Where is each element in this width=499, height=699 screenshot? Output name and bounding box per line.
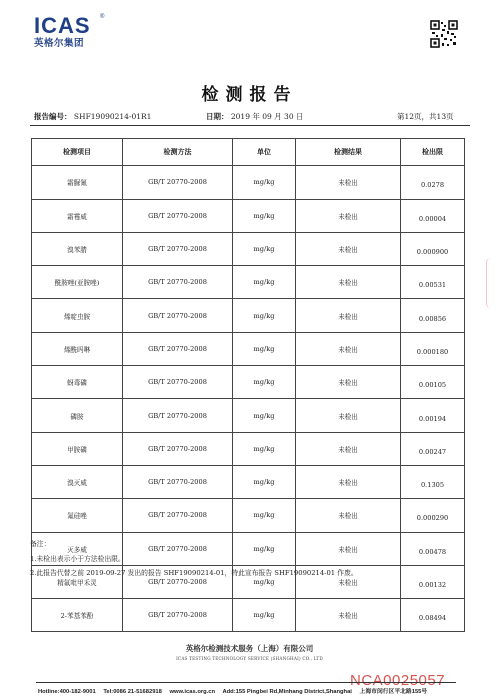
cell-result: 未检出 xyxy=(296,465,401,498)
report-number xyxy=(34,111,151,122)
column-header-method: 检测方法 xyxy=(123,139,233,166)
cell-result: 未检出 xyxy=(296,565,401,598)
cell-method: GB/T 20770-2008 xyxy=(123,532,233,565)
note-item: 2.此报告代替之前 2019-09-27 发出的报告 SHF19090214-01，特此宣布报告 SHF19090214-01 作废。 xyxy=(30,569,358,577)
cell-limit: 0.08494 xyxy=(401,599,465,632)
cell-item: 酰胺唑(亚胺唑) xyxy=(32,266,123,299)
cell-limit: 0.00105 xyxy=(401,366,465,399)
cell-result: 未检出 xyxy=(296,266,401,299)
cell-method: GB/T 20770-2008 xyxy=(123,499,233,532)
table-row xyxy=(32,399,465,432)
report-number-label: 报告编号： xyxy=(34,112,72,121)
cell-limit: 0.00247 xyxy=(401,432,465,465)
logo-text: ICAS xyxy=(34,13,91,38)
column-header-item: 检测项目 xyxy=(32,139,123,166)
cell-unit: mg/kg xyxy=(233,199,296,232)
website: www.icas.org.cn xyxy=(169,689,216,695)
address-cn: 上海市闵行区平北路155号 xyxy=(359,689,428,695)
cell-unit: mg/kg xyxy=(233,499,296,532)
cell-unit: mg/kg xyxy=(233,266,296,299)
cell-method: GB/T 20770-2008 xyxy=(123,332,233,365)
cell-result: 未检出 xyxy=(296,499,401,532)
cell-limit: 0.000180 xyxy=(401,332,465,365)
cell-unit: mg/kg xyxy=(233,232,296,265)
cell-item: 氟硅唑 xyxy=(32,499,123,532)
table-row xyxy=(32,199,465,232)
company-name-cn: 英格尔检测技术服务（上海）有限公司 xyxy=(185,644,314,653)
cell-method: GB/T 20770-2008 xyxy=(123,432,233,465)
contact-line xyxy=(38,686,433,695)
cell-unit: mg/kg xyxy=(233,565,296,598)
cell-item: 甲胺磷 xyxy=(32,432,123,465)
cell-method: GB/T 20770-2008 xyxy=(123,465,233,498)
table-row xyxy=(32,166,465,199)
cell-item: 灭多威 xyxy=(32,532,123,565)
cell-method: GB/T 20770-2008 xyxy=(123,166,233,199)
cell-result: 未检出 xyxy=(296,366,401,399)
report-date-value: 2019 年 09 月 30 日 xyxy=(230,112,304,121)
report-number-value: SHF19090214-01R1 xyxy=(73,112,152,121)
cell-result: 未检出 xyxy=(296,232,401,265)
cell-item: 2-苯基苯酚 xyxy=(32,599,123,632)
cell-result: 未检出 xyxy=(296,332,401,365)
table-row xyxy=(32,432,465,465)
cell-item: 溴苯腈 xyxy=(32,232,123,265)
cell-limit: 0.00478 xyxy=(401,532,465,565)
table-row xyxy=(32,299,465,332)
note-item: 1.未检出表示小于方法检出限。 xyxy=(30,554,125,563)
cell-result: 未检出 xyxy=(296,399,401,432)
company-name-en: ICAS TESTING TECHNOLOGY SERVICE (SHANGHAI) CO., LTD xyxy=(176,656,323,661)
cell-item: 溴灭威 xyxy=(32,465,123,498)
telephone: Tel:0086 21-51682918 xyxy=(103,689,162,695)
cell-limit: 0.00531 xyxy=(401,266,465,299)
cell-limit: 0.0278 xyxy=(401,166,465,199)
cell-limit: 0.000900 xyxy=(401,232,465,265)
cell-method: GB/T 20770-2008 xyxy=(123,366,233,399)
cell-method: GB/T 20770-2008 xyxy=(123,266,233,299)
cell-item: 霜霉威 xyxy=(32,199,123,232)
address: Add:155 Pingbei Rd,Minhang District,Shanghai xyxy=(222,689,352,695)
header-divider xyxy=(30,125,470,126)
cell-unit: mg/kg xyxy=(233,366,296,399)
cell-method: GB/T 20770-2008 xyxy=(123,299,233,332)
cell-unit: mg/kg xyxy=(233,299,296,332)
report-date xyxy=(206,111,304,122)
cell-unit: mg/kg xyxy=(233,532,296,565)
table-row xyxy=(32,332,465,365)
cell-method: GB/T 20770-2008 xyxy=(123,399,233,432)
cell-unit: mg/kg xyxy=(233,432,296,465)
cell-item: 烯酰吗啉 xyxy=(32,332,123,365)
registered-mark: ® xyxy=(100,14,105,20)
cell-limit: 0.1305 xyxy=(401,465,465,498)
cell-item: 磷胺 xyxy=(32,399,123,432)
cell-result: 未检出 xyxy=(296,166,401,199)
cell-unit: mg/kg xyxy=(233,332,296,365)
cell-method: GB/T 20770-2008 xyxy=(123,599,233,632)
cell-item: 蚜毒磷 xyxy=(32,366,123,399)
cell-unit: mg/kg xyxy=(233,166,296,199)
cell-item: 霜脲氰 xyxy=(32,166,123,199)
cell-limit: 0.000290 xyxy=(401,499,465,532)
cell-item: 烯啶虫胺 xyxy=(32,299,123,332)
table-row xyxy=(32,499,465,532)
cell-item: 精氟吡甲禾灵 xyxy=(32,565,123,598)
column-header-unit: 单位 xyxy=(233,139,296,166)
cell-method: GB/T 20770-2008 xyxy=(123,232,233,265)
cell-result: 未检出 xyxy=(296,199,401,232)
footer-divider xyxy=(36,682,456,683)
column-header-limit: 检出限 xyxy=(401,139,465,166)
cell-limit: 0.00004 xyxy=(401,199,465,232)
hotline: Hotline:400-182-9001 xyxy=(38,689,96,695)
notes-label: 备注： xyxy=(30,540,51,548)
report-date-label: 日期： xyxy=(206,112,229,121)
table-row xyxy=(32,266,465,299)
cell-result: 未检出 xyxy=(296,432,401,465)
cell-unit: mg/kg xyxy=(233,399,296,432)
qr-code-icon xyxy=(430,20,458,48)
cell-limit: 0.00194 xyxy=(401,399,465,432)
serial-stamp: NCA0025057 xyxy=(350,672,446,689)
table-row xyxy=(32,366,465,399)
page-title: 检测报告 xyxy=(201,85,298,105)
table-row xyxy=(32,465,465,498)
cell-unit: mg/kg xyxy=(233,465,296,498)
table-row xyxy=(32,599,465,632)
column-header-result: 检测结果 xyxy=(296,139,401,166)
edge-mark xyxy=(486,258,495,308)
cell-method: GB/T 20770-2008 xyxy=(123,565,233,598)
cell-limit: 0.00132 xyxy=(401,565,465,598)
table-header-row xyxy=(32,139,465,166)
cell-unit: mg/kg xyxy=(233,599,296,632)
cell-limit: 0.00856 xyxy=(401,299,465,332)
logo-subtitle: 英格尔集团 xyxy=(34,38,85,49)
table-row xyxy=(32,232,465,265)
cell-result: 未检出 xyxy=(296,299,401,332)
notes-section xyxy=(30,537,358,581)
cell-result: 未检出 xyxy=(296,599,401,632)
cell-method: GB/T 20770-2008 xyxy=(123,199,233,232)
cell-result: 未检出 xyxy=(296,532,401,565)
company-logo xyxy=(34,14,114,50)
page-number: 第12页，共13页 xyxy=(397,112,454,121)
